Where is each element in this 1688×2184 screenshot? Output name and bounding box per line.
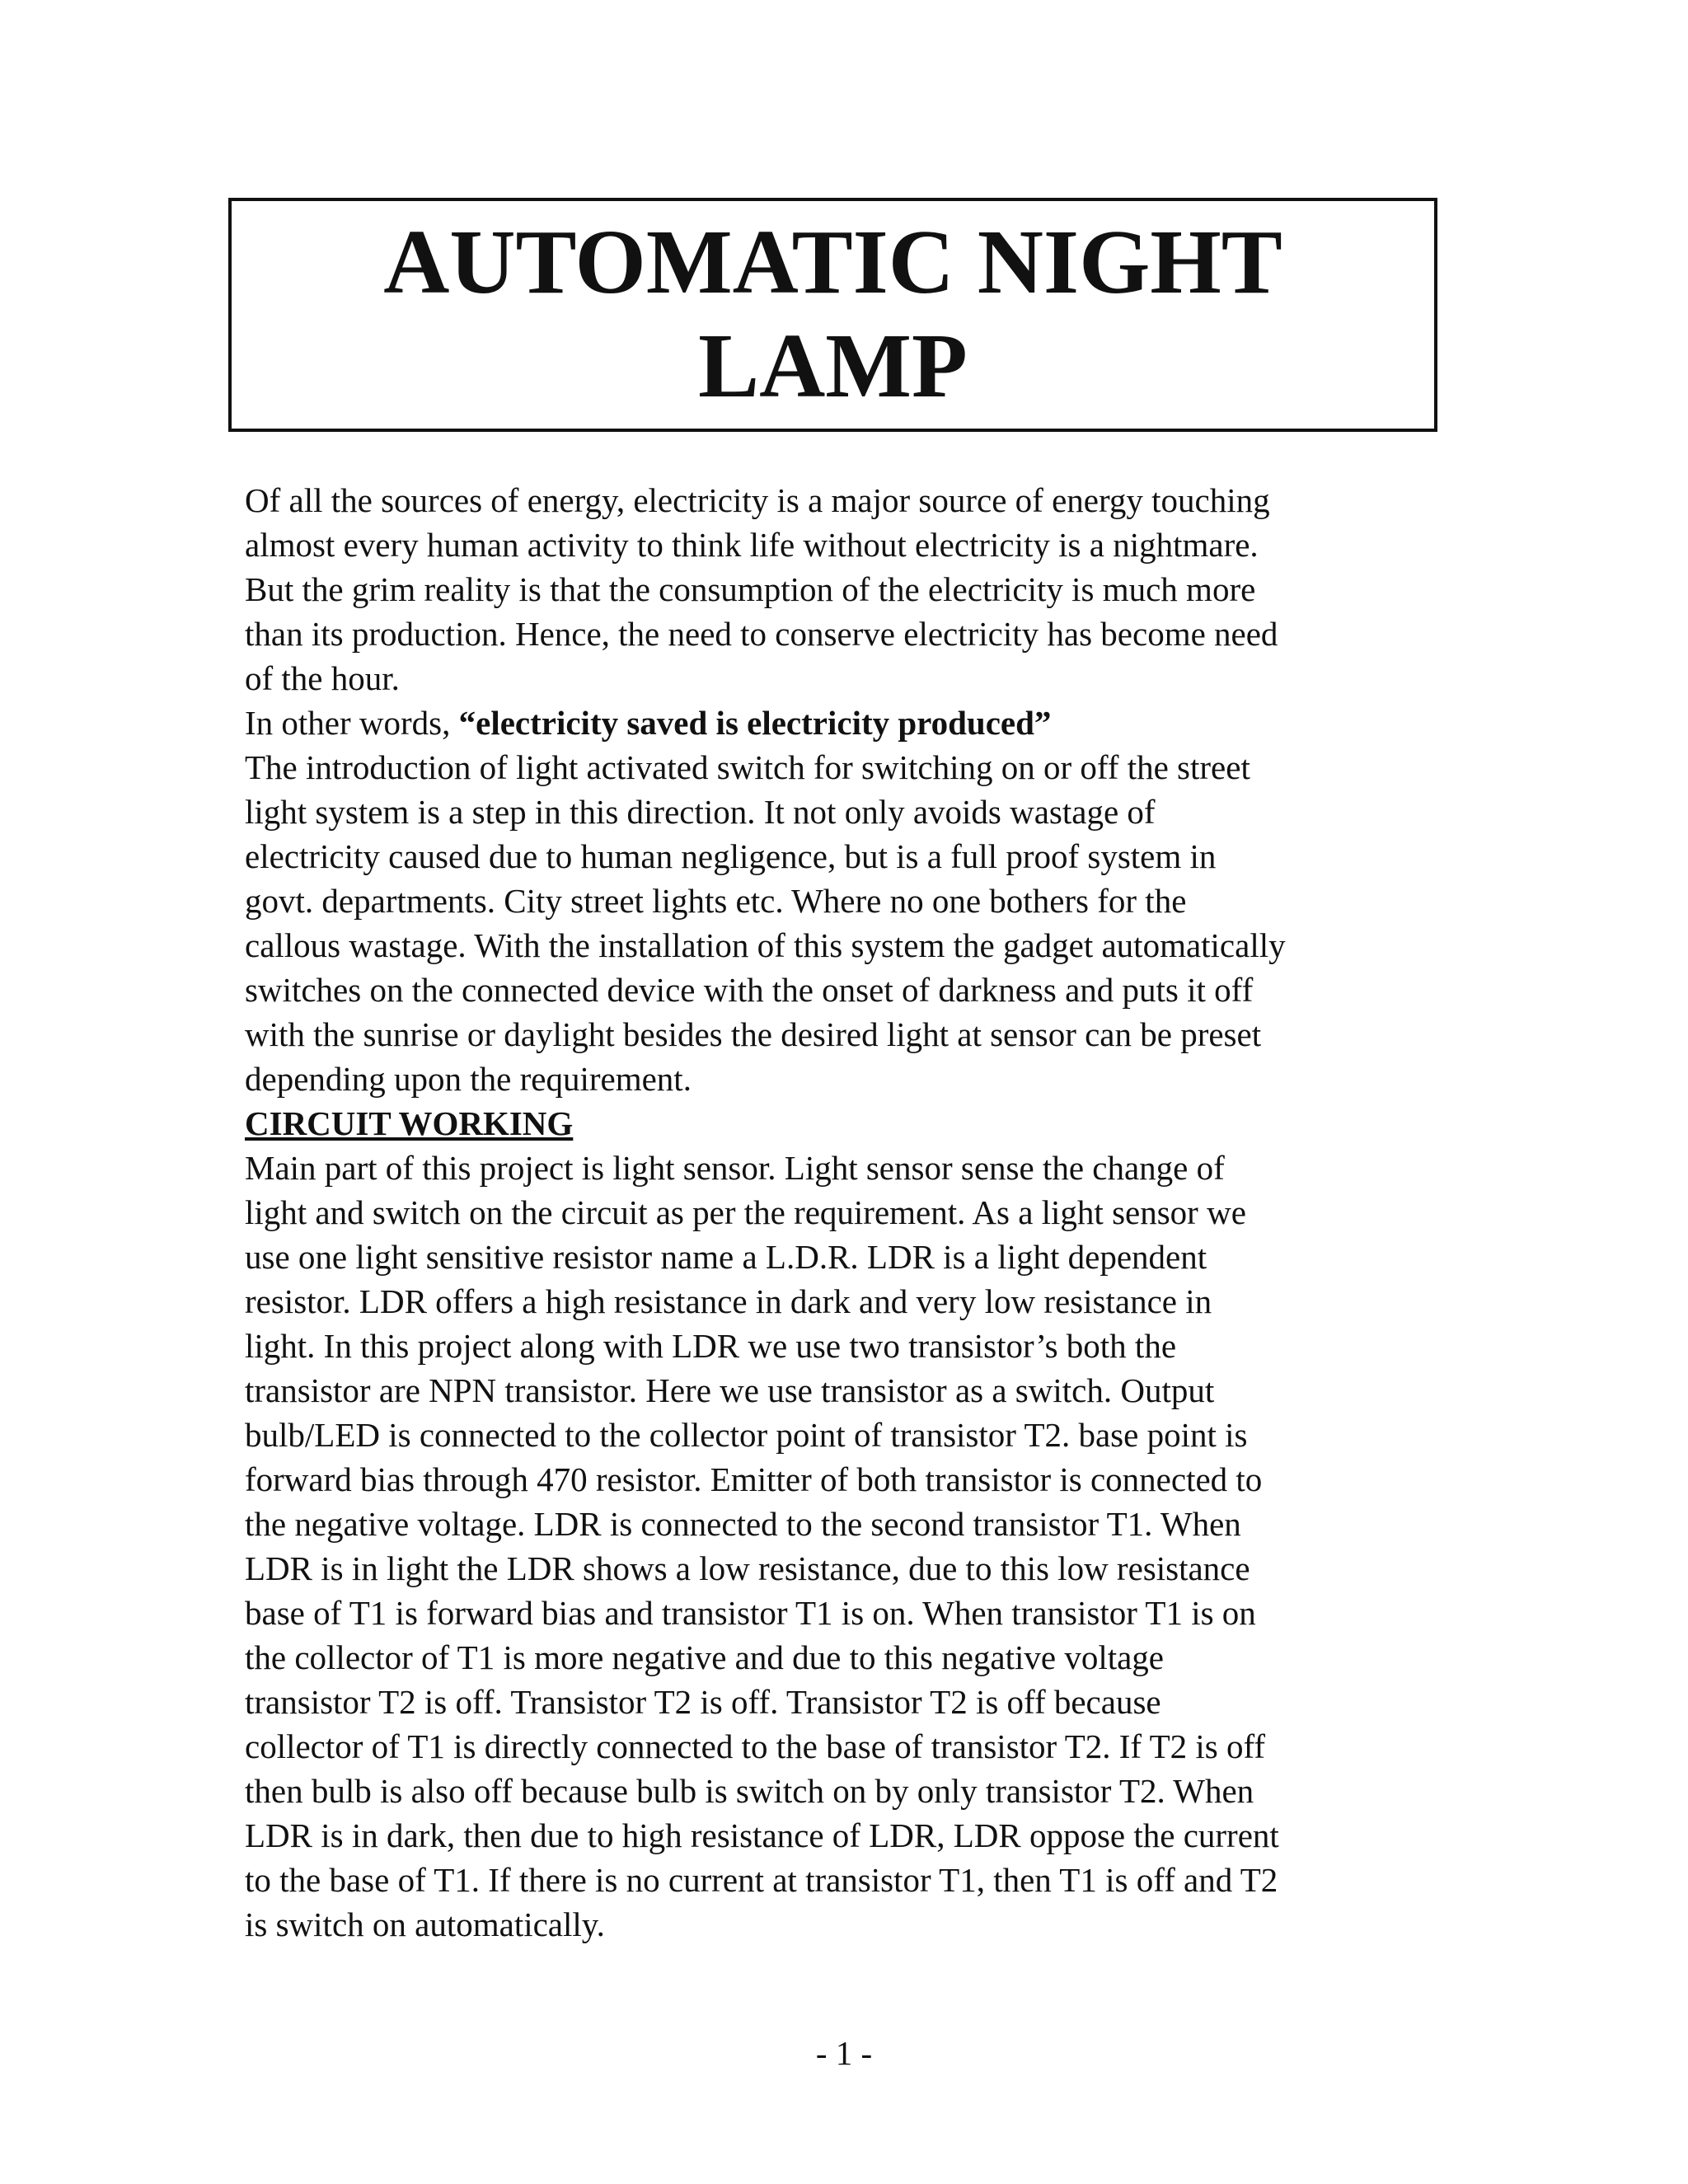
title-line-1: AUTOMATIC NIGHT <box>383 212 1282 313</box>
body-line: Of all the sources of energy, electricity is a major source of energy touching <box>245 481 1270 519</box>
body-line: collector of T1 is directly connected to the base of transistor T2. If T2 is off <box>245 1727 1266 1765</box>
body-line: Main part of this project is light sensor. Light sensor sense the change of <box>245 1149 1225 1187</box>
body-line: transistor are NPN transistor. Here we use transistor as a switch. Output <box>245 1371 1215 1409</box>
title-box <box>228 198 1437 432</box>
page-number: - 1 - <box>815 2034 873 2072</box>
quote-emphasis: “electricity saved is electricity produced” <box>458 704 1052 742</box>
document-body <box>245 478 1456 1947</box>
body-line: resistor. LDR offers a high resistance in dark and very low resistance in <box>245 1282 1212 1320</box>
section-heading: CIRCUIT WORKING <box>245 1104 574 1142</box>
working-paragraph <box>245 1146 1456 1947</box>
body-line: depending upon the requirement. <box>245 1060 692 1098</box>
body-line: to the base of T1. If there is no current at transistor T1, then T1 is off and T2 <box>245 1861 1278 1899</box>
body-line: almost every human activity to think life without electricity is a nightmare. <box>245 526 1259 564</box>
body-line: switches on the connected device with the onset of darkness and puts it off <box>245 971 1254 1009</box>
title-line-2: LAMP <box>698 316 968 417</box>
body-line: govt. departments. City street lights etc. Where no one bothers for the <box>245 882 1187 920</box>
switch-paragraph <box>245 745 1456 1101</box>
body-line: then bulb is also off because bulb is switch on by only transistor T2. When <box>245 1772 1254 1810</box>
body-line: the collector of T1 is more negative and due to this negative voltage <box>245 1638 1165 1676</box>
body-line: The introduction of light activated switch for switching on or off the street <box>245 748 1250 786</box>
body-line: callous wastage. With the installation of this system the gadget automatically <box>245 926 1286 964</box>
body-line: light. In this project along with LDR we use two transistor’s both the <box>245 1327 1177 1365</box>
body-line: of the hour. <box>245 659 400 697</box>
document-title <box>383 211 1282 419</box>
body-line: light and switch on the circuit as per the requirement. As a light sensor we <box>245 1193 1246 1231</box>
body-line: LDR is in light the LDR shows a low resistance, due to this low resistance <box>245 1549 1250 1587</box>
body-line: LDR is in dark, then due to high resistance of LDR, LDR oppose the current <box>245 1816 1279 1854</box>
body-line: the negative voltage. LDR is connected to the second transistor T1. When <box>245 1505 1241 1543</box>
body-line: bulb/LED is connected to the collector point of transistor T2. base point is <box>245 1416 1248 1454</box>
body-line: with the sunrise or daylight besides the desired light at sensor can be preset <box>245 1015 1262 1053</box>
intro-paragraph <box>245 478 1456 701</box>
body-line: light system is a step in this direction. It not only avoids wastage of <box>245 793 1156 831</box>
body-line: forward bias through 470 resistor. Emitter of both transistor is connected to <box>245 1460 1263 1498</box>
body-line: electricity caused due to human negligence, but is a full proof system in <box>245 837 1217 875</box>
body-line: But the grim reality is that the consumption of the electricity is much more <box>245 570 1256 608</box>
body-line: transistor T2 is off. Transistor T2 is off. Transistor T2 is off because <box>245 1683 1161 1721</box>
quote-prefix: In other words, <box>245 704 459 742</box>
body-line: use one light sensitive resistor name a L.D.R. LDR is a light dependent <box>245 1238 1207 1276</box>
body-line: is switch on automatically. <box>245 1905 605 1943</box>
body-line: base of T1 is forward bias and transistor T1 is on. When transistor T1 is on <box>245 1594 1256 1632</box>
quote-line <box>245 701 1456 745</box>
body-line: than its production. Hence, the need to conserve electricity has become need <box>245 615 1278 653</box>
